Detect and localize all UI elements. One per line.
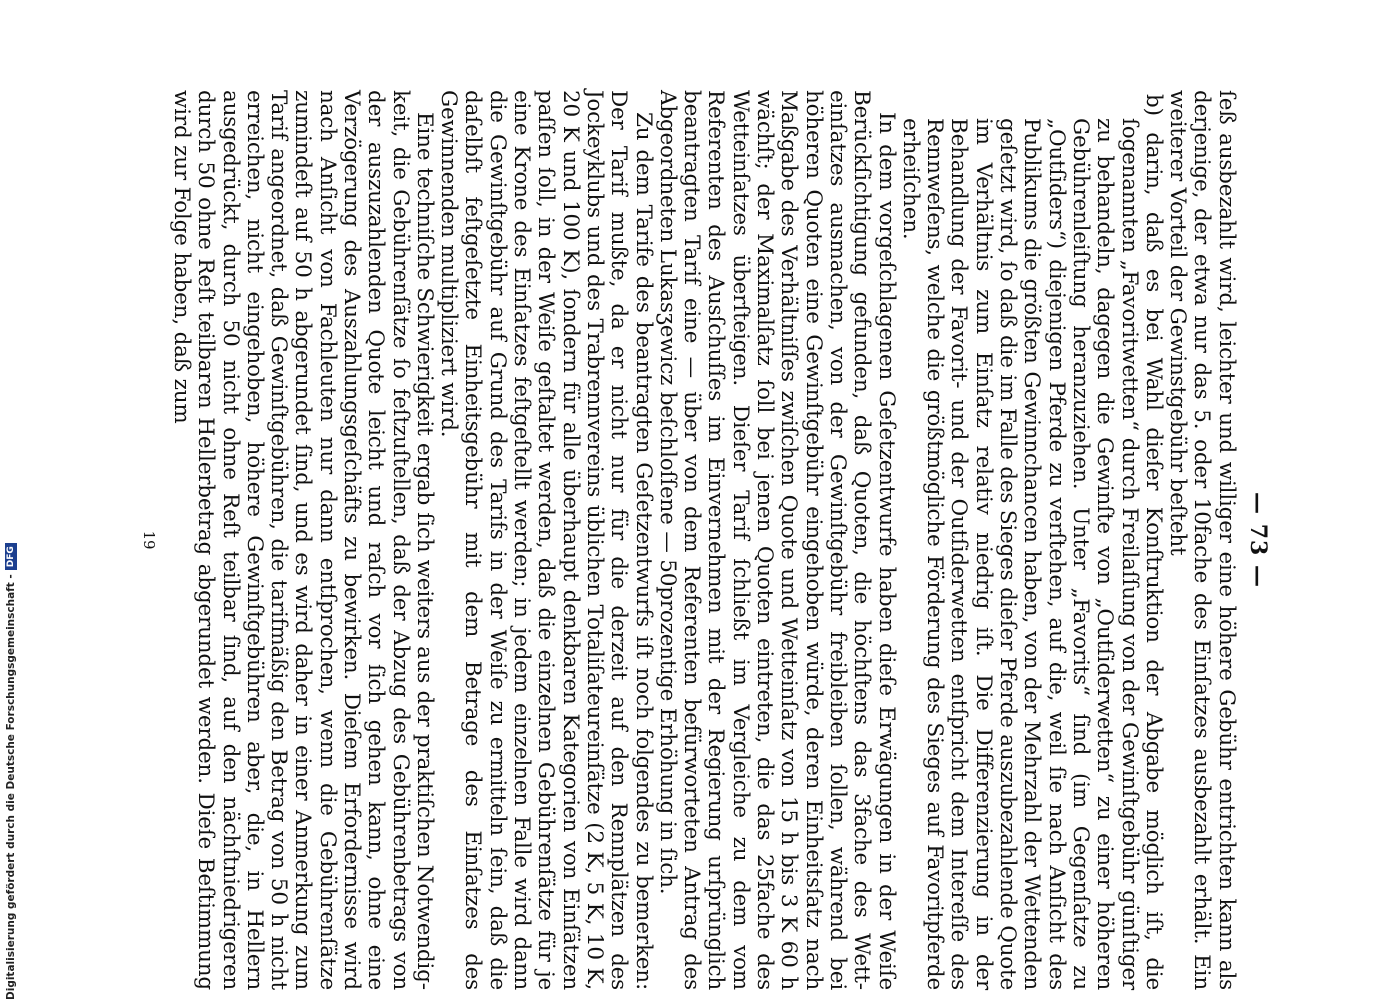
paragraph-3: Zu dem Tarife des beantragten Geſetzentwurfs iſt noch folgendes zu bemerken: Der Tarif mußte, da er nicht nur für die derzeit auf den Rennplätzen des Jockeyklubs und des Trabrennvereins üblichen Totaliſateureinſätze (2 K, 5 K, 10 K, 20 K und 100 K), ſondern für alle überhaupt denkbaren Kategorien von Einſätzen paſſen ſoll, in der Weiſe geſtaltet werden, daß die einzelnen Gebührenſätze für je eine Krone des Einſatzes feſtgeſtellt werden; in jedem einzelnen Falle wird dann die Gewinſtgebühr auf Grund des Tarifs in der Weiſe zu ermitteln ſein, daß die daſelbſt feſtgeſetzte Einheitsgebühr mit dem Betrage des Einſatzes des Gewinnenden multipliziert wird.: [436, 90, 656, 990]
page-number: — 73 —: [1245, 492, 1271, 588]
credit-text: Digitalisierung gefördert durch die Deutsche Forschungsgemeinschaft -: [5, 574, 17, 1000]
list-item-b: b) darin, daß es bei Wahl dieſer Konſtruktion der Abgabe möglich iſt, die ſogenannten „Favoritwetten“ durch Freilaſſung von der Gewinſtgebühr günſtiger zu behandeln, dagegen die Gewinſte von „Outſiderwetten“ zu einer höheren Gebührenleiſtung heranzuziehen. Unter „Favorits“ ſind (im Gegenſatze zu „Outſiders“) diejenigen Pferde zu verſtehen, auf die, weil ſie nach Anſicht des Publikums die größten Gewinnchancen haben, von der Mehrzahl der Wettenden geſetzt wird, ſo daß die im Falle des Sieges dieſer Pferde auszubezahlende Quote im Verhältnis zum Einſatz relativ niedrig iſt. Die Differenzierung in der Behandlung der Favorit- und der Outſiderwetten entſpricht dem Intereſſe des Rennweſens, welche die größtmögliche Förderung des Sieges auf Favoritpferde erheiſchen.: [897, 94, 1166, 990]
rotated-page: [130, 90, 1270, 990]
dfg-logo-icon: DFG: [5, 543, 17, 570]
paragraph-2: In dem vorgeſchlagenen Geſetzentwurfe haben dieſe Erwägungen in der Weiſe Berückſichtigung gefunden, daß Quoten, die höchſtens das 3fache des Wetteinſatzes ausmachen, von der Gewinſtgebühr freibleiben ſollen, während bei höheren Quoten eine Gewinſtgebühr eingehoben würde, deren Einheitsſatz nach Maßgabe des Verhältniſſes zwiſchen Quote und Wetteinſatz von 15 h bis 3 K 60 h wächſt; der Maximalſatz ſoll bei jenen Quoten eintreten, die das 25fache des Wetteinſatzes überſteigen. Dieſer Tarif ſchließt im Vergleiche zu dem vom Referenten des Ausſchuſſes im Einvernehmen mit der Regierung urſprünglich beantragten Tarif eine — über von dem Referenten befürworteten Antrag des Abgeordneten Lukasʒewicz beſchloſſene — 50prozentige Erhöhung in ſich.: [654, 90, 899, 990]
paragraph-1: ſeß ausbezahlt wird, leichter und williger eine höhere Gebühr entrichten kann als derjenige, der etwa nur das 5. oder 10fache des Einſatzes ausbezahlt erhält. Ein weiterer Vorteil der Gewinstgebühr beſteht: [1165, 90, 1239, 990]
sidebar-credit: [2, 0, 20, 1000]
paragraph-4: Eine techniſche Schwierigkeit ergab ſich weiters aus der praktiſchen Notwendigkeit, die Gebührenſätze ſo feſtzuſtellen, daß der Abzug des Gebührenbetrags von der auszuzahlenden Quote leicht und raſch vor ſich gehen kann, ohne eine Verzögerung des Auszahlungsgeſchäfts zu bewirken. Dieſem Erfordernisse wird nach Anſicht von Fachleuten nur dann entſprochen, wenn die Gebührenſätze zumindeſt auf 50 h abgerundet ſind, und es wird daher in einer Anmerkung zum Tarif angeordnet, daß Gewinſtgebühren, die tarifmäßig den Betrag von 50 h nicht erreichen, nicht eingehoben, höhere Gewinſtgebühren aber, die, in Hellern ausgedrückt, durch 50 nicht ohne Reſt teilbar ſind, auf den nächſtniedrigeren durch 50 ohne Reſt teilbaren Hellerbetrag abgerundet werden. Dieſe Beſtimmung wird zur Folge haben, daß zum: [168, 90, 437, 990]
signature-mark: 19: [139, 530, 158, 550]
